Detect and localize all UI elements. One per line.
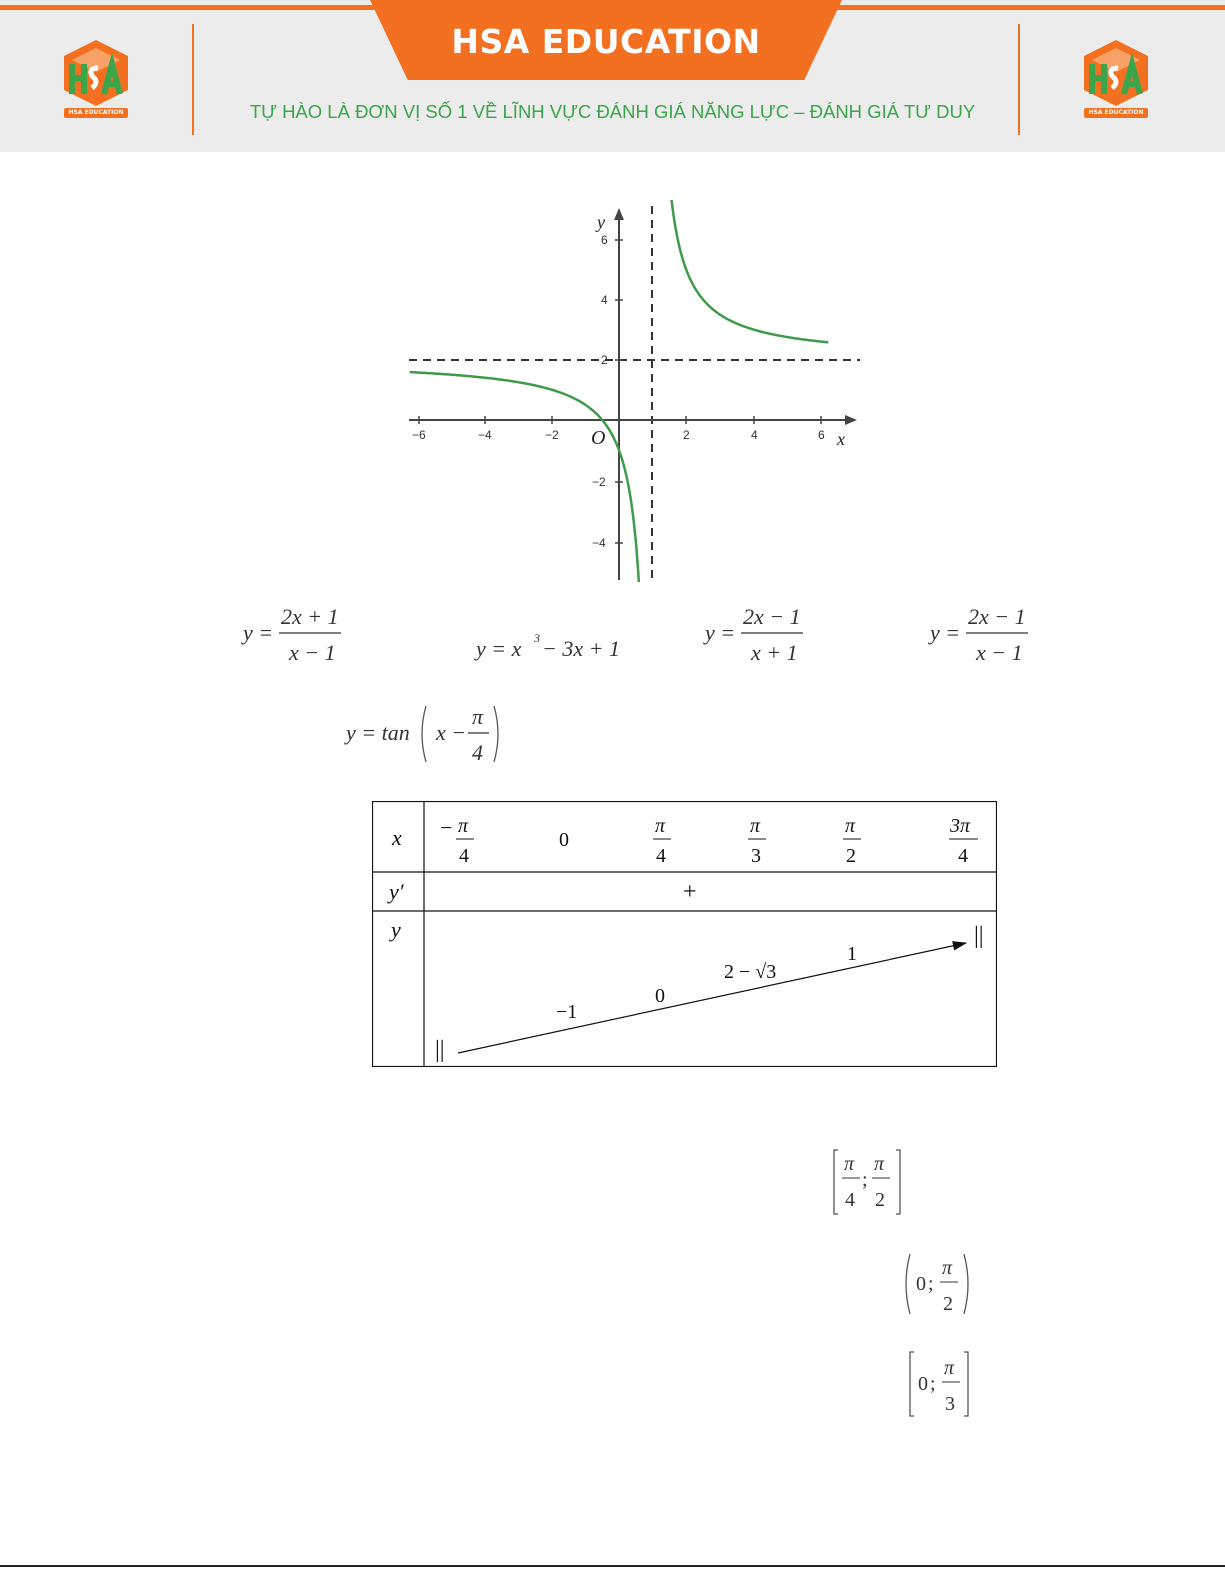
row-label-y-prime: y′ bbox=[389, 879, 404, 904]
y-tick-label: −2 bbox=[592, 475, 606, 489]
formula-lhs: y = bbox=[243, 620, 274, 645]
option-a-formula bbox=[241, 600, 351, 675]
derivative-sign: + bbox=[683, 879, 697, 905]
interval-separator: ; bbox=[930, 1373, 936, 1395]
variation-table bbox=[372, 801, 997, 1067]
tan-function-formula bbox=[344, 700, 514, 775]
formula-expr: y = x bbox=[476, 636, 522, 661]
row-label-x: x bbox=[392, 825, 402, 850]
x-tick-label: 2 bbox=[683, 428, 690, 442]
row-label-y: y bbox=[391, 917, 401, 942]
hsa-logo-badge: HSA EDUCATION bbox=[64, 108, 128, 118]
interval-0-pi2 bbox=[900, 1250, 975, 1325]
y-value: 1 bbox=[847, 943, 857, 965]
interval-separator: ; bbox=[928, 1273, 934, 1295]
formula-denominator: x + 1 bbox=[751, 640, 798, 665]
formula-superscript: 3 bbox=[534, 631, 540, 645]
y-tick-label: 4 bbox=[601, 293, 608, 307]
x-tick-label: −6 bbox=[412, 428, 426, 442]
formula-numerator: 2x + 1 bbox=[281, 604, 339, 629]
right-bracket-icon bbox=[896, 1150, 900, 1214]
formula-numerator: 2x − 1 bbox=[743, 604, 801, 629]
interval-start: 0 bbox=[918, 1373, 928, 1395]
option-c-formula bbox=[703, 600, 813, 675]
y-bar-right: || bbox=[974, 923, 984, 949]
page-bottom-rule bbox=[0, 1565, 1225, 1567]
curve-right-branch bbox=[657, 200, 829, 342]
function-graph bbox=[405, 200, 865, 582]
interval-numerator: π bbox=[944, 1357, 955, 1379]
interval-denominator: 3 bbox=[945, 1393, 955, 1415]
interval-separator: ; bbox=[862, 1169, 868, 1191]
interval-denominator: 2 bbox=[943, 1293, 953, 1315]
x-value-numerator: 3π bbox=[950, 815, 971, 837]
x-value-denominator: 4 bbox=[459, 845, 469, 867]
left-paren-icon bbox=[906, 1254, 910, 1314]
x-value-numerator: π bbox=[458, 815, 469, 837]
formula-numerator: 2x − 1 bbox=[968, 604, 1026, 629]
y-tick-label: 2 bbox=[601, 353, 608, 367]
x-value-denominator: 3 bbox=[751, 845, 761, 867]
hsa-logo-badge: HSA EDUCATION bbox=[1084, 108, 1148, 118]
option-d-formula bbox=[928, 600, 1038, 675]
header-divider-right bbox=[1018, 24, 1020, 135]
y-tick-label: 6 bbox=[601, 233, 608, 247]
hsa-logo-icon bbox=[1080, 38, 1152, 108]
formula-numerator: π bbox=[472, 704, 484, 729]
x-tick-label: 4 bbox=[751, 428, 758, 442]
interval-start: 0 bbox=[916, 1273, 926, 1295]
hsa-logo-left bbox=[60, 38, 132, 122]
option-b-formula bbox=[474, 622, 634, 673]
interval-numerator: π bbox=[844, 1153, 855, 1175]
y-value: −1 bbox=[556, 1001, 578, 1023]
x-value-denominator: 2 bbox=[846, 845, 856, 867]
interval-0-pi3 bbox=[904, 1350, 979, 1425]
formula-lhs: y = tan bbox=[346, 720, 410, 745]
interval-numerator: π bbox=[942, 1257, 953, 1279]
y-value: 2 − √3 bbox=[724, 961, 777, 983]
formula-lhs: y = bbox=[705, 620, 736, 645]
formula-lhs: y = bbox=[930, 620, 961, 645]
right-paren-icon bbox=[964, 1254, 968, 1314]
header-divider-left bbox=[192, 24, 194, 135]
right-bracket-icon bbox=[964, 1352, 968, 1416]
increasing-arrow bbox=[458, 943, 966, 1053]
header-slogan: TỰ HÀO LÀ ĐƠN VỊ SỐ 1 VỀ LĨNH VỰC ĐÁNH GIÁ NĂNG LỰC – ĐÁNH GIÁ TƯ DUY bbox=[249, 101, 976, 122]
y-axis-label: y bbox=[597, 212, 605, 232]
left-bracket-icon bbox=[910, 1352, 914, 1416]
hsa-logo-icon bbox=[60, 38, 132, 108]
interval-pi4-pi2 bbox=[828, 1148, 908, 1223]
x-value-denominator: 4 bbox=[656, 845, 666, 867]
x-value-sign: − bbox=[440, 815, 453, 840]
left-bracket-icon bbox=[834, 1150, 838, 1214]
x-tick-label: 6 bbox=[818, 428, 825, 442]
hsa-logo-right bbox=[1080, 38, 1152, 122]
x-axis-arrow-icon bbox=[845, 415, 857, 425]
x-axis-label: x bbox=[837, 429, 845, 449]
y-value: 0 bbox=[655, 985, 665, 1007]
header-brand-title: HSA EDUCATION bbox=[451, 22, 761, 61]
x-value-numerator: π bbox=[750, 815, 761, 837]
x-tick-label: −4 bbox=[478, 428, 492, 442]
formula-rest: − 3x + 1 bbox=[542, 636, 620, 661]
y-axis-arrow-icon bbox=[614, 208, 624, 220]
y-tick-label: −4 bbox=[592, 536, 606, 550]
x-tick-label: −2 bbox=[545, 428, 559, 442]
origin-label: O bbox=[591, 427, 606, 449]
formula-x-minus: x − bbox=[436, 720, 467, 745]
formula-denominator: x − 1 bbox=[289, 640, 336, 665]
page-header bbox=[0, 0, 1225, 152]
x-value-numerator: π bbox=[845, 815, 856, 837]
formula-denominator: x − 1 bbox=[976, 640, 1023, 665]
formula-denominator: 4 bbox=[472, 740, 483, 765]
interval-numerator: π bbox=[874, 1153, 885, 1175]
interval-denominator: 2 bbox=[875, 1189, 885, 1211]
x-value-plain: 0 bbox=[559, 829, 569, 851]
interval-denominator: 4 bbox=[845, 1189, 855, 1211]
left-paren-icon bbox=[422, 706, 426, 762]
y-bar-left: || bbox=[435, 1037, 445, 1063]
right-paren-icon bbox=[494, 706, 498, 762]
x-value-denominator: 4 bbox=[958, 845, 968, 867]
x-value-numerator: π bbox=[655, 815, 666, 837]
